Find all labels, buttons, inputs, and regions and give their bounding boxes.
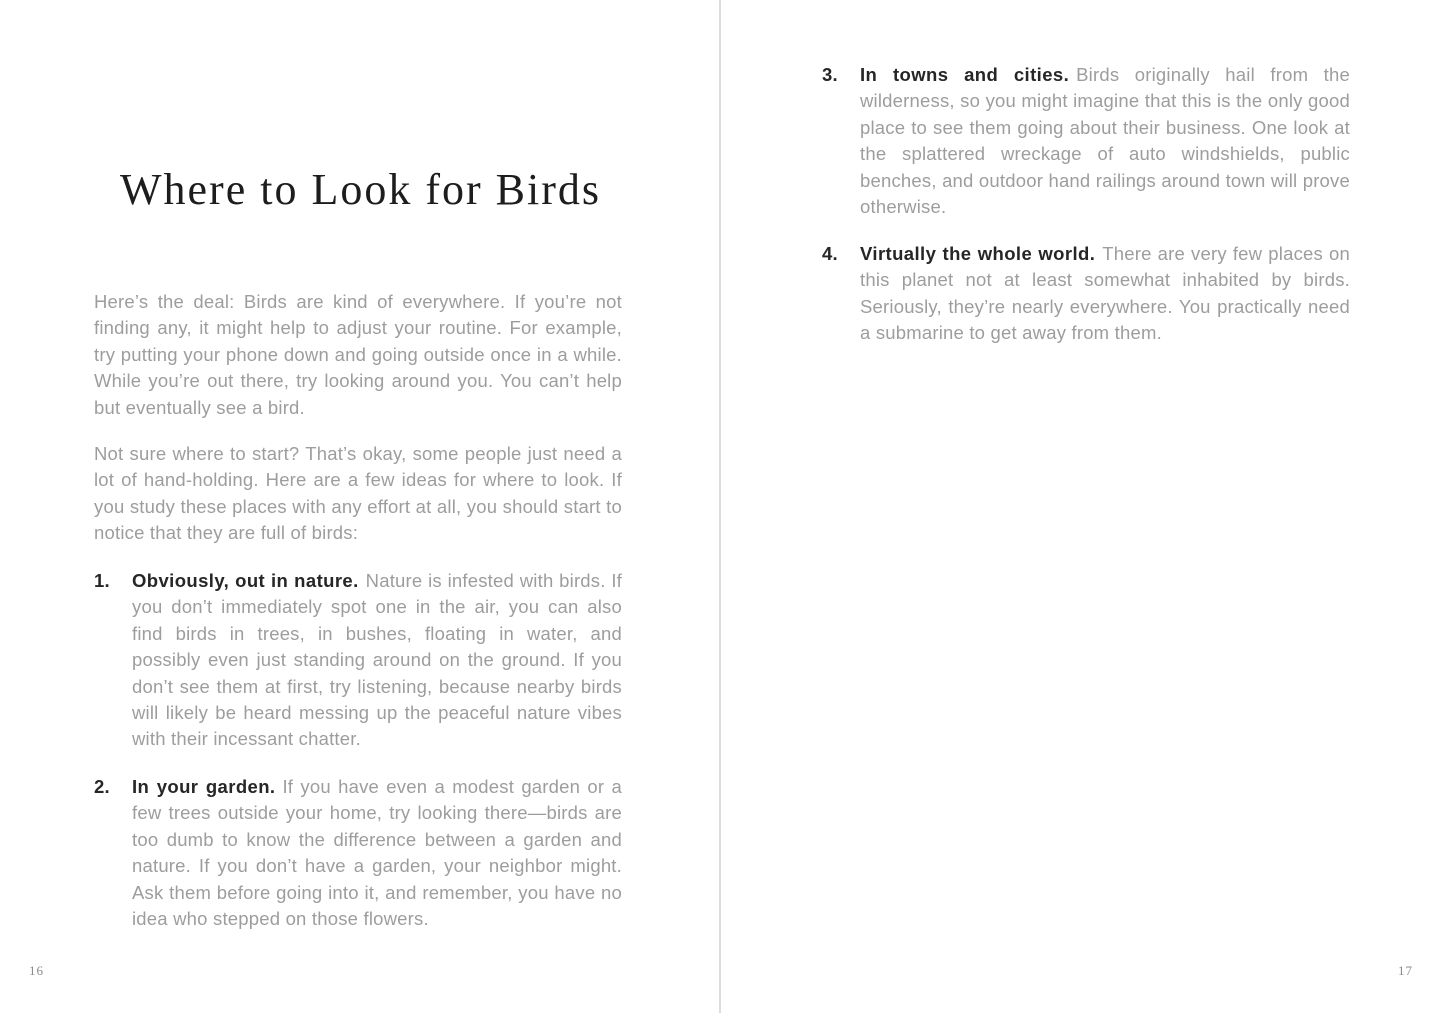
page-gutter-divider	[719, 0, 721, 1013]
page-number: 16	[29, 963, 44, 978]
list-item-body	[860, 241, 1350, 347]
list-item-lead: In your garden.	[132, 776, 276, 797]
list-item-number: 2.	[94, 776, 110, 797]
list-item-text: Birds originally hail from the wilderness, so you might imagine that this is the only good place to see them going about their business. One look at the splattered wreckage of auto windshields, public benches, and outdoor hand railings around town will prove otherwise.	[860, 64, 1350, 218]
list-item-number: 3.	[822, 64, 838, 85]
list-item-number: 1.	[94, 570, 110, 591]
list-item-body	[132, 774, 622, 932]
list-item-lead: Virtually the whole world.	[860, 243, 1096, 264]
list-item-number: 4.	[822, 243, 838, 264]
list-item	[822, 241, 1350, 347]
list-item-text: There are very few places on this planet not at least somewhat inhabited by birds. Seriously, they’re nearly everywhere. You practically need a submarine to get away from them.	[860, 243, 1350, 344]
second-paragraph: Not sure where to start? That’s okay, some people just need a lot of hand-holding. Here are a few ideas for where to look. If you study these places with any effort at all, you should start to notice that they are full of birds:	[94, 443, 622, 544]
list-item-body	[132, 568, 622, 753]
list-item-lead: Obviously, out in nature.	[132, 570, 359, 591]
list-item-text: If you have even a modest garden or a few trees outside your home, try looking there—birds are too dumb to know the difference between a garden and nature. If you don’t have a garden, your neighbor might. Ask them before going into it, and remember, you have no idea who stepped on those flowers.	[132, 776, 622, 930]
list-item-body	[860, 62, 1350, 220]
chapter-title: Where to Look for Birds	[120, 165, 601, 214]
list-item	[94, 774, 622, 932]
list-item-lead: In towns and cities.	[860, 64, 1070, 85]
list-item	[94, 568, 622, 753]
intro-paragraph: Here’s the deal: Birds are kind of everywhere. If you’re not finding any, it might help to adjust your routine. For example, try putting your phone down and going outside once in a while. While you’re out there, try looking around you. You can’t help but eventually see a bird.	[94, 291, 622, 418]
list-item-text: Nature is infested with birds. If you don’t immediately spot one in the air, you can also find birds in trees, in bushes, floating in water, and possibly even just standing around on the ground. If you don’t see them at first, try listening, because nearby birds will likely be heard messing up the peaceful nature vibes with their incessant chatter.	[132, 570, 622, 750]
page-number: 17	[1398, 963, 1413, 978]
list-item	[822, 62, 1350, 220]
